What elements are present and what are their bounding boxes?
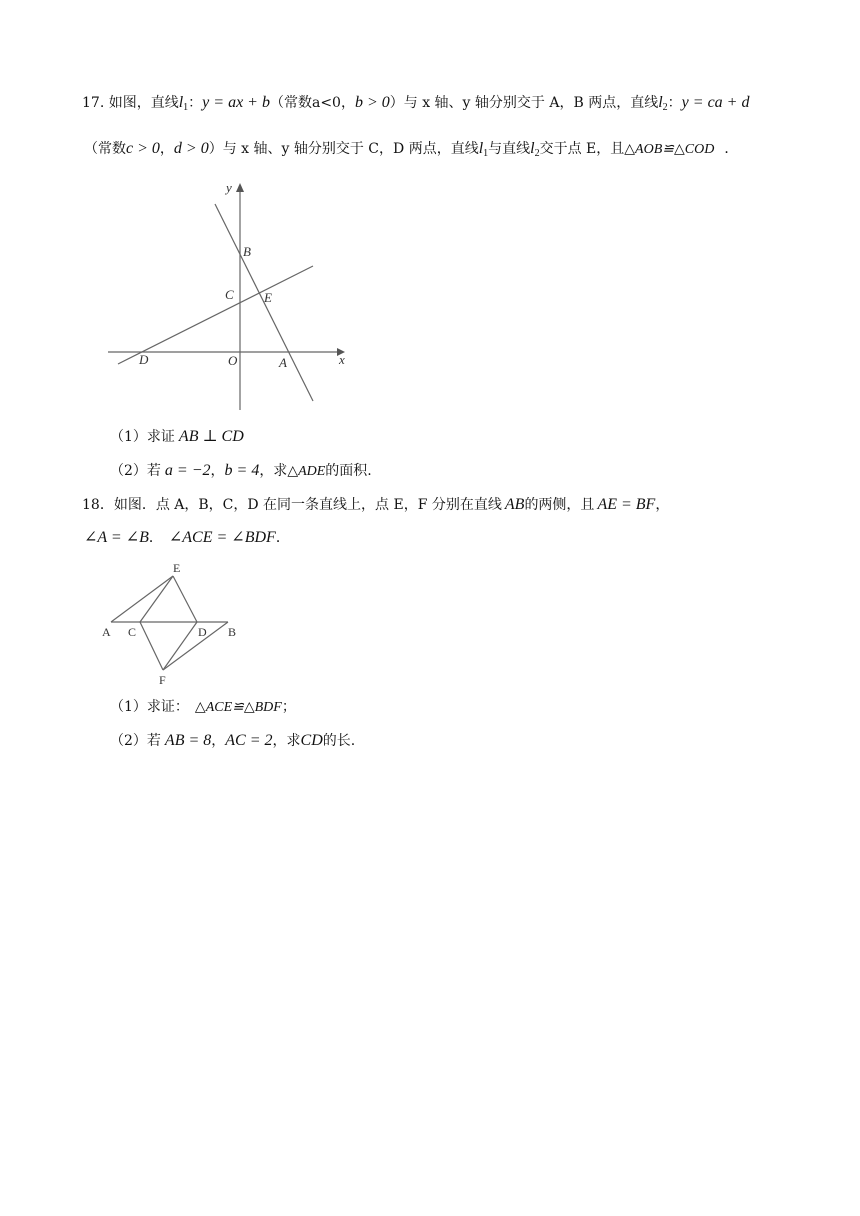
segment-BF	[163, 622, 228, 670]
p17-question-2: （2）若 a = −2，b = 4，求△ADE的面积.	[110, 462, 372, 479]
AB-value: AB = 8	[164, 732, 212, 749]
segment-DF	[163, 622, 197, 670]
label-D: D	[198, 625, 207, 639]
a-value: a = −2	[164, 462, 211, 479]
p17-statement-line-1: 17. 如图，直线$l_1$：y = ax + b（常数a<0，b > 0）与 x 轴、y 轴分别交于 A，B 两点，直线$l_2$：y = ca + d	[82, 94, 750, 113]
label-E: E	[173, 561, 181, 575]
b-condition: b > 0	[354, 94, 390, 111]
l1-equation: y = ax + b	[202, 94, 270, 111]
p18-question-2: （2）若 AB = 8，AC = 2，求CD的长.	[110, 732, 356, 749]
q1-expression: AB ⊥ CD	[178, 428, 244, 445]
label-y: y	[226, 180, 232, 195]
p18-statement-line-1: 18．如图．点 A，B，C，D 在同一条直线上，点 E，F 分别在直线 AB的两侧，且 AE = BF，	[82, 496, 670, 513]
label-C: C	[128, 625, 137, 639]
label-E: E	[264, 290, 272, 305]
segment-CD-name: CD	[300, 732, 323, 749]
label-x: x	[339, 352, 345, 367]
b-value: b = 4	[224, 462, 260, 479]
p17-intro: 17. 如图，直线	[82, 95, 179, 111]
l2-equation: y = ca + d	[681, 94, 750, 111]
label-F: F	[159, 673, 166, 687]
AC-value: AC = 2	[225, 732, 273, 749]
segment-DE	[173, 576, 197, 622]
segment-CF	[140, 622, 163, 670]
label-A: A	[279, 355, 287, 370]
segment-AE	[111, 576, 173, 622]
label-A: A	[102, 625, 111, 639]
label-B: B	[243, 244, 251, 259]
angle-ACE-equals-BDF: ∠ACE = ∠BDF	[168, 529, 276, 546]
p18-question-1: （1）求证： △ACE≌△BDF；	[110, 699, 296, 715]
d-condition: d > 0	[173, 140, 209, 157]
congruence-ACE-BDF: △ACE≌△BDF	[194, 700, 282, 715]
angle-A-equals-B: ∠A = ∠B	[84, 529, 149, 546]
AE-equals-BF: AE = BF	[597, 496, 656, 513]
line-AB: AB	[504, 496, 525, 513]
line-l2-name: $l_2$	[658, 94, 668, 113]
p17-question-1: （1）求证 AB ⊥ CD	[110, 428, 244, 445]
label-D: D	[139, 352, 149, 367]
c-condition: c > 0	[126, 140, 160, 157]
triangle-ADE: △ADE	[287, 464, 326, 479]
line-l1-name: $l_1$	[178, 94, 189, 113]
label-O: O	[228, 353, 238, 368]
label-C: C	[225, 287, 234, 302]
p17-statement-line-2: （常数c > 0，d > 0）与 x 轴、y 轴分别交于 C，D 两点，直线$l_1$与直线$l_2$交于点 E，且△AOB≌△COD ．	[84, 140, 739, 159]
label-B: B	[228, 625, 237, 639]
p18-statement-line-2: ∠A = ∠B． ∠ACE = ∠BDF．	[84, 529, 290, 546]
segment-CE	[140, 576, 173, 622]
congruence-statement: △AOB≌△COD	[624, 142, 715, 157]
